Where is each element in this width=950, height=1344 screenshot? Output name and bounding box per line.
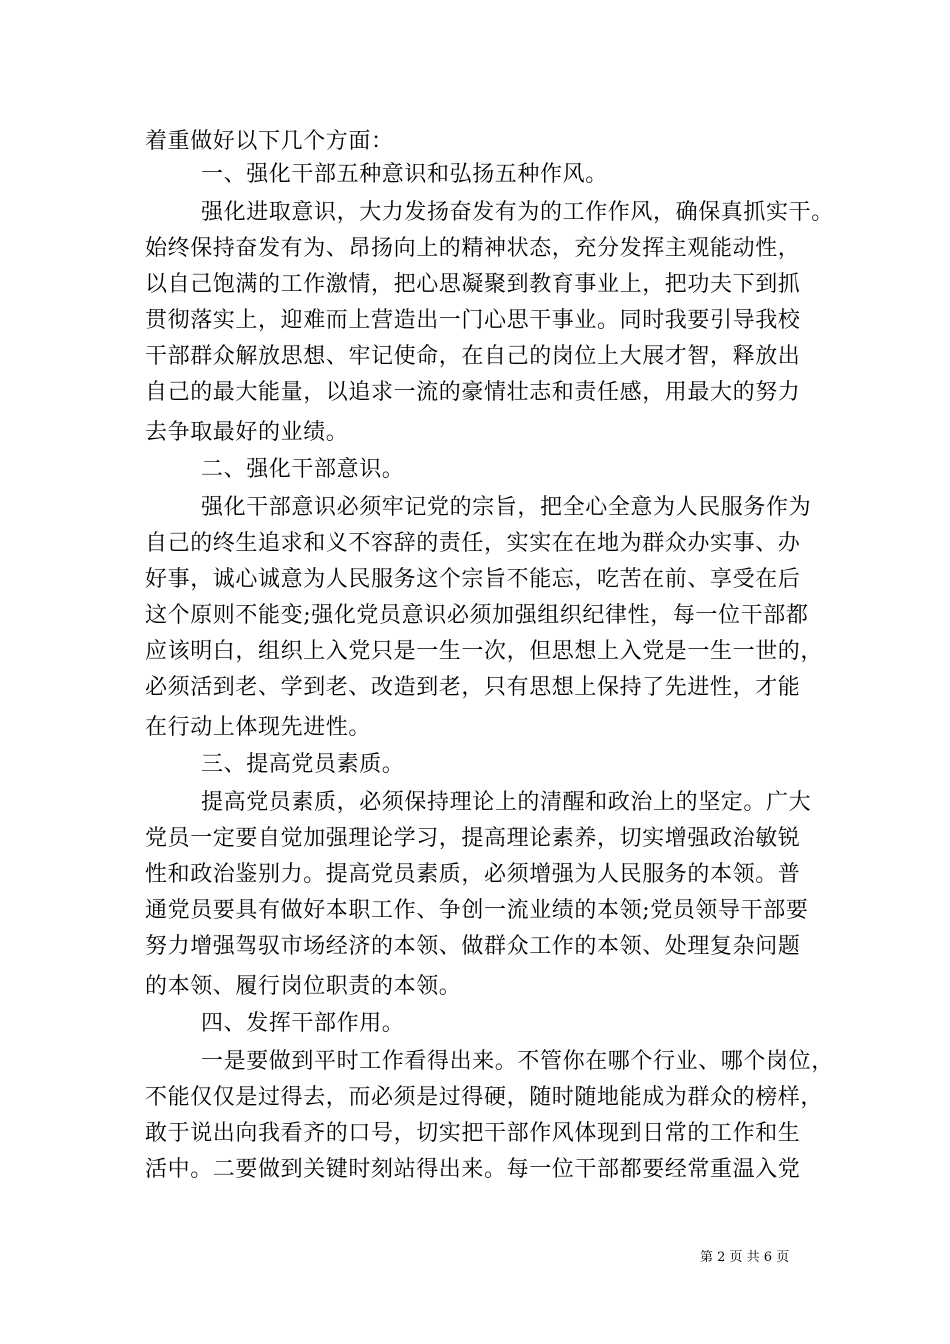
text-line: 不能仅仅是过得去，而必须是过得硬，随时随地能成为群众的榜样， [145,1085,824,1110]
text-line: 通党员要具有做好本职工作、争创一流业绩的本领;党员领导干部要 [145,898,809,923]
text-line: 在行动上体现先进性。 [145,715,372,740]
page-number: 第 2 页 共 6 页 [700,1250,790,1265]
text-line: 敢于说出向我看齐的口号，切实把干部作风体现到日常的工作和生 [145,1121,801,1146]
text-line: 强化干部意识必须牢记党的宗旨，把全心全意为人民服务作为 [201,495,812,520]
text-line: 应该明白，组织上入党只是一生一次，但思想上入党是一生一世的， [145,639,824,664]
section-heading: 三、提高党员素质。 [201,752,405,777]
text-line: 党员一定要自觉加强理论学习，提高理论素养，切实增强政治敏锐 [145,826,801,851]
text-line: 一是要做到平时工作看得出来。不管你在哪个行业、哪个岗位， [201,1049,834,1074]
section-heading: 二、强化干部意识。 [201,457,405,482]
text-line: 努力增强驾驭市场经济的本领、做群众工作的本领、处理复杂问题 [145,934,801,959]
section-heading: 四、发挥干部作用。 [201,1011,405,1036]
text-line: 贯彻落实上，迎难而上营造出一门心思干事业。同时我要引导我校 [145,308,801,333]
section-heading: 一、强化干部五种意识和弘扬五种作风。 [201,162,608,187]
text-line: 始终保持奋发有为、昂扬向上的精神状态，充分发挥主观能动性， [145,236,801,261]
text-line: 这个原则不能变;强化党员意识必须加强组织纪律性，每一位干部都 [145,603,809,628]
text-line: 必须活到老、学到老、改造到老，只有思想上保持了先进性，才能 [145,675,801,700]
text-line: 好事，诚心诚意为人民服务这个宗旨不能忘，吃苦在前、享受在后 [145,567,801,592]
text-line: 着重做好以下几个方面： [145,129,394,154]
text-line: 自己的终生追求和义不容辞的责任，实实在在地为群众办实事、办 [145,531,801,556]
text-line: 提高党员素质，必须保持理论上的清醒和政治上的坚定。广大 [201,790,812,815]
text-line: 去争取最好的业绩。 [145,420,349,445]
text-line: 强化进取意识，大力发扬奋发有为的工作作风，确保真抓实干。 [201,200,834,225]
text-line: 以自己饱满的工作激情，把心思凝聚到教育事业上，把功夫下到抓 [145,272,801,297]
text-line: 的本领、履行岗位职责的本领。 [145,974,462,999]
text-line: 活中。二要做到关键时刻站得出来。每一位干部都要经常重温入党 [145,1157,801,1182]
text-line: 性和政治鉴别力。提高党员素质，必须增强为人民服务的本领。普 [145,862,801,887]
text-line: 干部群众解放思想、牢记使命，在自己的岗位上大展才智，释放出 [145,344,801,369]
text-line: 自己的最大能量，以追求一流的豪情壮志和责任感，用最大的努力 [145,380,801,405]
